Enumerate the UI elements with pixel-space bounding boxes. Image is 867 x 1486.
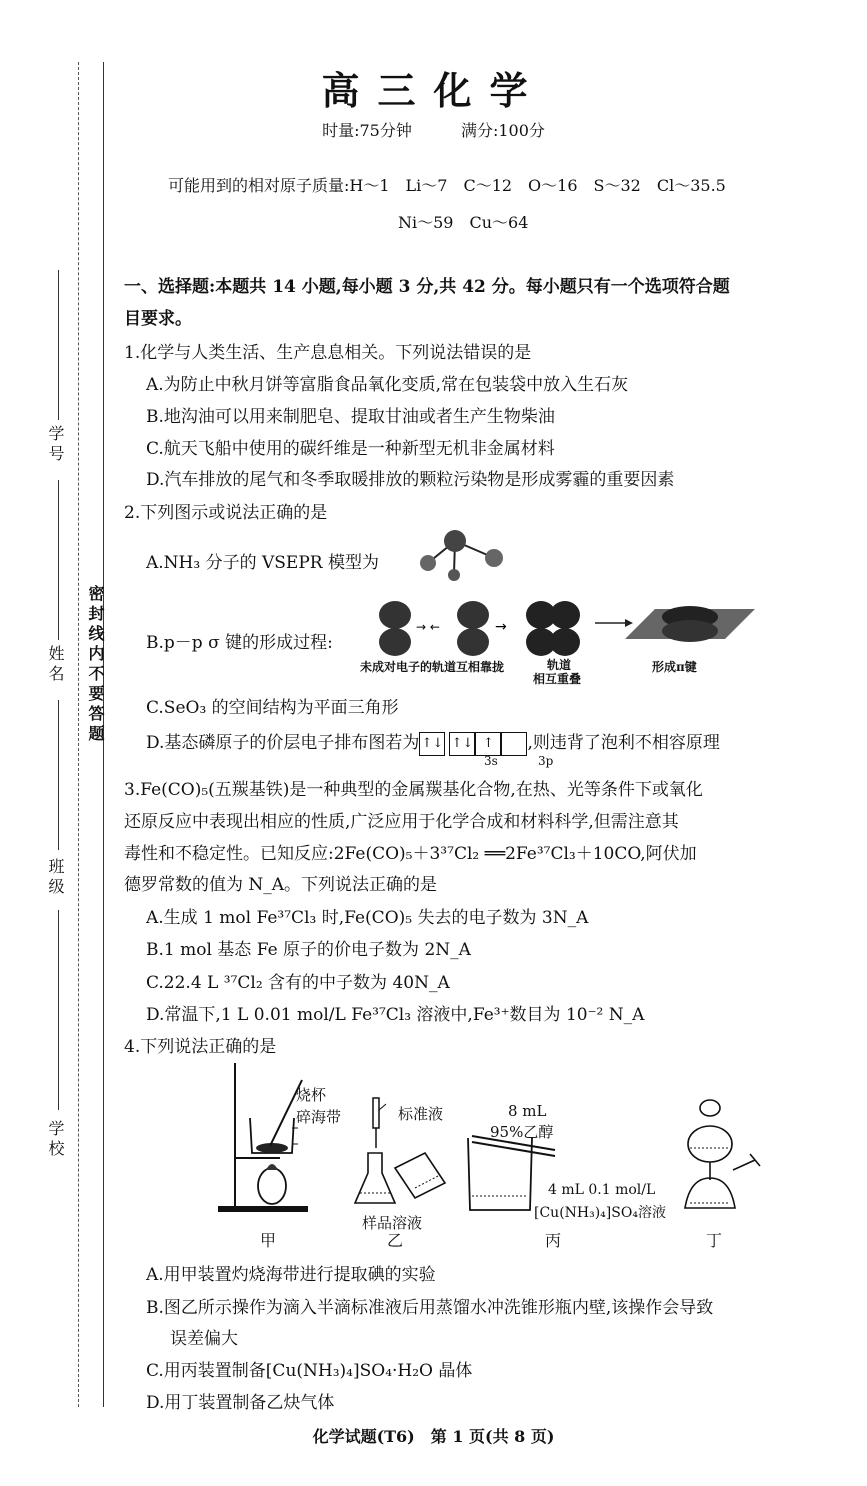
- label-seaweed: 碎海带: [296, 1108, 342, 1126]
- orbital-3p-1: ↑↓: [449, 732, 475, 756]
- label-standard: 标准液: [398, 1105, 444, 1123]
- atomic-mass-line2: Ni～59 Cu～64: [398, 213, 529, 232]
- q4-option-c: C.用丙装置制备[Cu(NH₃)₄]SO₄·H₂O 晶体: [146, 1361, 473, 1381]
- label-cu-solution: [Cu(NH₃)₄]SO₄溶液: [534, 1205, 666, 1221]
- seal-warning: 密封线内不要答题: [86, 585, 105, 745]
- q2-option-b: B.p－p σ 键的形成过程:: [146, 633, 333, 653]
- school-blank: [58, 910, 59, 1110]
- label-jia: 甲: [260, 1231, 277, 1250]
- label-yi: 乙: [387, 1231, 404, 1250]
- label-beaker: 烧杯: [296, 1086, 327, 1104]
- label-cu-conc: 4 mL 0.1 mol/L: [548, 1182, 656, 1198]
- q3-line4: 德罗常数的值为 N_A。下列说法正确的是: [124, 875, 438, 895]
- nh3-vsepr-model: [410, 527, 510, 587]
- label-sample: 样品溶液: [362, 1214, 423, 1232]
- q3-line1: 3.Fe(CO)₅(五羰基铁)是一种典型的金属羰基化合物,在热、光等条件下或氧化: [124, 780, 703, 800]
- orbital-3p-3: [501, 732, 527, 756]
- section-heading-cont: 目要求。: [124, 309, 192, 329]
- label-3s: 3s: [484, 754, 498, 768]
- svg-text:→ ←: → ←: [416, 620, 440, 634]
- q2-stem: 2.下列图示或说法正确的是: [124, 503, 328, 523]
- q1-option-a: A.为防止中秋月饼等富脂食品氧化变质,常在包装袋中放入生石灰: [146, 375, 629, 395]
- bp-label-1: 未成对电子的轨道互相靠拢: [360, 660, 505, 674]
- label-3p: 3p: [538, 754, 554, 768]
- q4-option-b-cont: 误差偏大: [170, 1329, 238, 1349]
- xuehao-blank: [58, 270, 59, 420]
- q1-option-b: B.地沟油可以用来制肥皂、提取甘油或者生产生物柴油: [146, 407, 555, 427]
- q2-option-a: A.NH₃ 分子的 VSEPR 模型为: [146, 553, 379, 573]
- q3-option-a: A.生成 1 mol Fe³⁷Cl₃ 时,Fe(CO)₅ 失去的电子数为 3N_A: [146, 908, 589, 928]
- label-ding: 丁: [706, 1231, 723, 1250]
- bp-label-3: 相互重叠: [533, 672, 582, 686]
- bp-label-4: 形成π键: [652, 660, 697, 674]
- field-school: 学校: [46, 1120, 65, 1160]
- q2-d-pre: D.基态磷原子的价层电子排布图若为: [146, 733, 420, 753]
- exam-info: [0, 118, 867, 141]
- q3-option-b: B.1 mol 基态 Fe 原子的价电子数为 2N_A: [146, 940, 471, 960]
- q2-option-c: C.SeO₃ 的空间结构为平面三角形: [146, 698, 399, 718]
- label-ethanol-volume: 8 mL: [508, 1102, 547, 1120]
- q1-option-c: C.航天飞船中使用的碳纤维是一种新型无机非金属材料: [146, 439, 555, 459]
- q3-option-d: D.常温下,1 L 0.01 mol/L Fe³⁷Cl₃ 溶液中,Fe³⁺数目为 10⁻² N_A: [146, 1005, 645, 1025]
- q4-apparatus-figure: [210, 1058, 770, 1228]
- q1-option-d: D.汽车排放的尾气和冬季取暖排放的颗粒污染物是形成雾霾的重要因素: [146, 470, 675, 490]
- q2-option-d: [146, 728, 720, 756]
- name-blank: [58, 480, 59, 640]
- q3-option-c: C.22.4 L ³⁷Cl₂ 含有的中子数为 40N_A: [146, 973, 450, 993]
- field-class: 班级: [46, 858, 65, 898]
- bp-label-2: 轨道: [547, 658, 572, 672]
- time-limit: 时量:75分钟: [322, 121, 412, 140]
- q1-stem: 1.化学与人类生活、生产息息相关。下列说法错误的是: [124, 343, 532, 363]
- page-footer: 化学试题(T6) 第 1 页(共 8 页): [312, 1427, 555, 1446]
- field-name: 姓名: [46, 645, 65, 685]
- q4-option-d: D.用丁装置制备乙炔气体: [146, 1393, 335, 1413]
- q3-line2: 还原反应中表现出相应的性质,广泛应用于化学合成和材料科学,但需注意其: [124, 812, 679, 832]
- orbital-3s: ↑↓: [419, 732, 445, 756]
- q2-d-post: ,则违背了泡利不相容原理: [527, 733, 720, 753]
- q3-line3: 毒性和不稳定性。已知反应:2Fe(CO)₅＋3³⁷Cl₂ ══2Fe³⁷Cl₃＋10CO,阿伏加: [124, 844, 697, 864]
- binding-dashed-line: [78, 62, 79, 1407]
- class-blank: [58, 700, 59, 850]
- q4-option-b: B.图乙所示操作为滴入半滴标准液后用蒸馏水冲洗锥形瓶内壁,该操作会导致: [146, 1298, 714, 1318]
- label-ethanol: 95%乙醇: [490, 1123, 554, 1141]
- orbital-3p-2: ↑: [475, 732, 501, 756]
- field-xuehao: 学号: [46, 425, 65, 465]
- atomic-mass-line1: 可能用到的相对原子质量:H～1 Li～7 C～12 O～16 S～32 Cl～35.5: [168, 176, 726, 195]
- q4-stem: 4.下列说法正确的是: [124, 1037, 277, 1057]
- page-title: 高三化学: [321, 68, 546, 113]
- q4-option-a: A.用甲装置灼烧海带进行提取碘的实验: [146, 1265, 436, 1285]
- svg-text:→: →: [495, 619, 507, 635]
- full-score: 满分:100分: [460, 121, 545, 140]
- section-heading: 一、选择题:本题共 14 小题,每小题 3 分,共 42 分。每小题只有一个选项符合题: [124, 277, 730, 297]
- label-bing: 丙: [545, 1231, 562, 1250]
